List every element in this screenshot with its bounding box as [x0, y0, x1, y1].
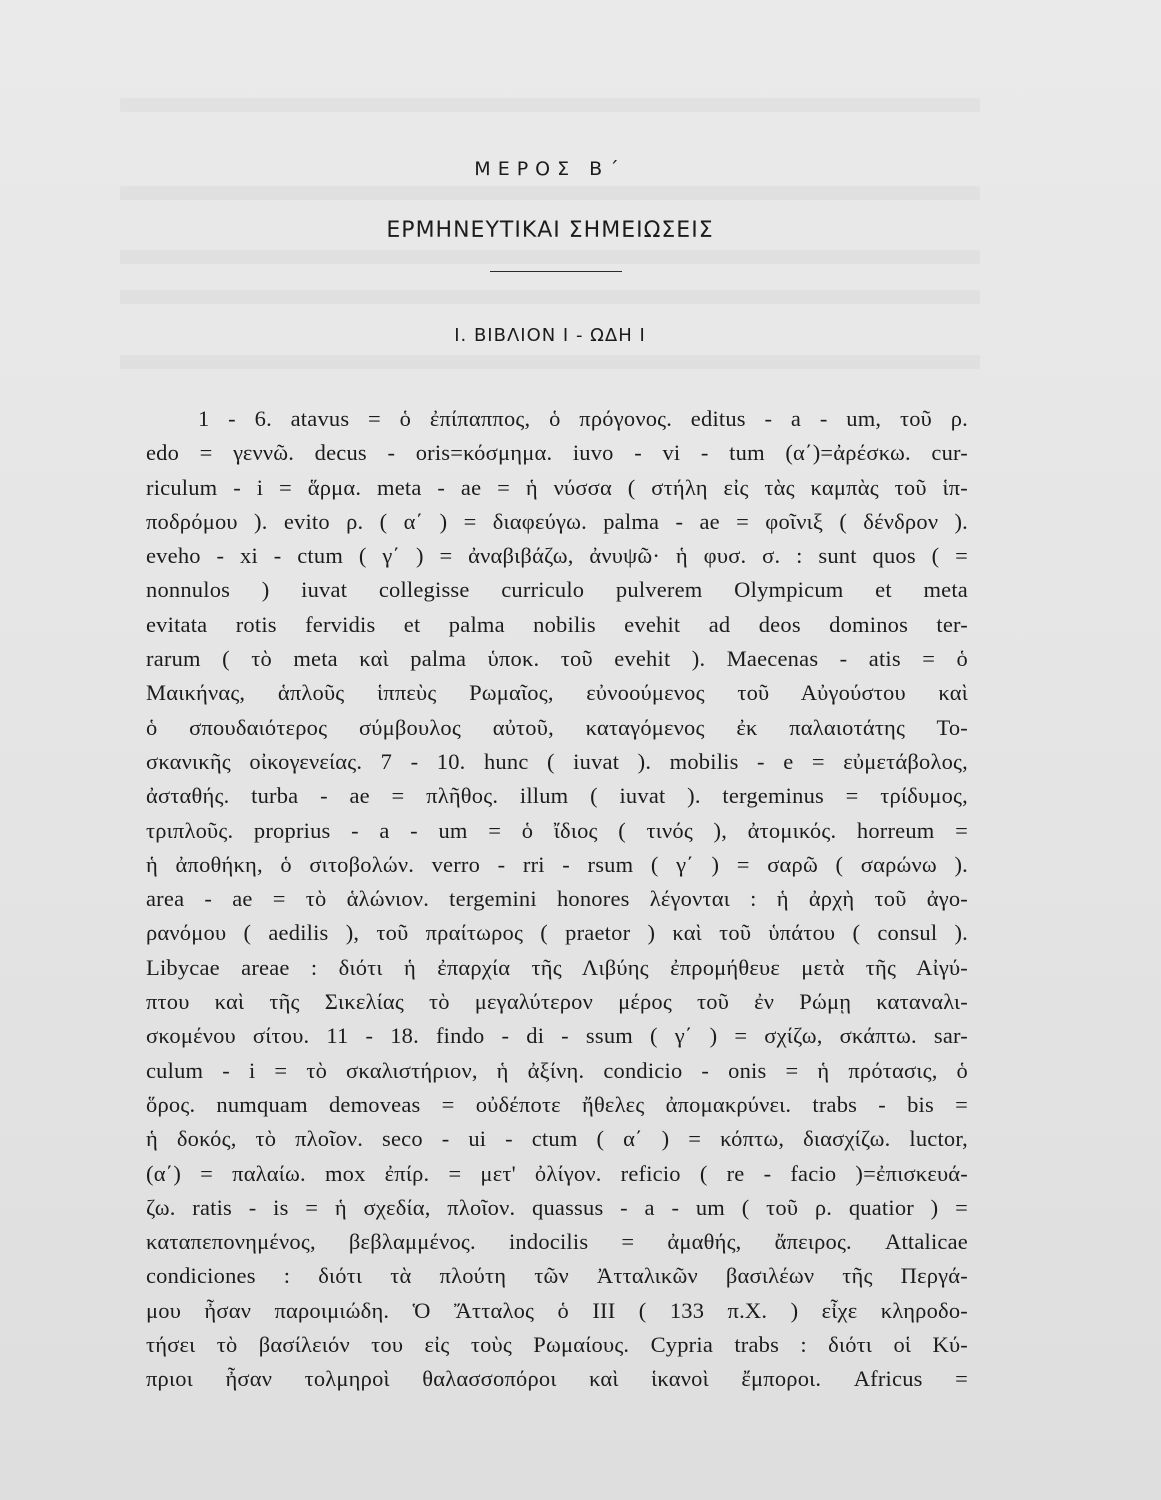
- text-line: σκομένου σίτου. 11 - 18. findo - di - ssum ( γ΄ ) = σχίζω, σκάπτω. sar-: [146, 1023, 968, 1049]
- bleed-through-line: [120, 98, 980, 112]
- text-line: πριοι ἦσαν τολμηροὶ θαλασσοπόροι καὶ ἱκανοὶ ἔμποροι. Africus =: [146, 1366, 968, 1392]
- text-line: (α΄) = παλαίω. mox ἐπίρ. = μετ' ὀλίγον. reficio ( re - facio )=ἐπισκευά-: [146, 1160, 968, 1186]
- text-line: ἀσταθής. turba - ae = πλῆθος. illum ( iuvat ). tergeminus = τρίδυμος,: [146, 783, 968, 809]
- text-line: nonnulos ) iuvat collegisse curriculo pulverem Olympicum et meta: [146, 577, 968, 603]
- commentary-body: [146, 402, 968, 1397]
- part-title: ΜΕΡΟΣ Β΄: [474, 158, 626, 180]
- text-line: σκανικῆς οἰκογενείας. 7 - 10. hunc ( iuvat ). mobilis - e = εὐμετάβολος,: [146, 748, 968, 774]
- text-line: τήσει τὸ βασίλειόν του εἰς τοὺς Ρωμαίους. Cypria trabs : διότι οἱ Κύ-: [146, 1332, 968, 1358]
- text-line: evitata rotis fervidis et palma nobilis evehit ad deos dominos ter-: [146, 611, 968, 637]
- bleed-through-line: [120, 290, 980, 304]
- text-line: καταπεπονημένος, βεβλαμμένος. indocilis = ἀμαθής, ἄπειρος. Attalicae: [146, 1229, 968, 1255]
- bleed-through-line: [120, 186, 980, 200]
- text-line: ζω. ratis - is = ἡ σχεδία, πλοῖον. quassus - a - um ( τοῦ ρ. quatior ) =: [146, 1194, 968, 1220]
- text-line: τριπλοῦς. proprius - a - um = ὁ ἴδιος ( τινός ), ἀτομικός. horreum =: [146, 817, 968, 843]
- text-line: ἡ δοκός, τὸ πλοῖον. seco - ui - ctum ( α΄ ) = κόπτω, διασχίζω. luctor,: [146, 1126, 968, 1152]
- text-line: πτου καὶ τῆς Σικελίας τὸ μεγαλύτερον μέρος τοῦ ἐν Ρώμῃ καταναλι-: [146, 989, 968, 1015]
- subsection-title: Ι. ΒΙΒΛΙΟΝ Ι - ΩΔΗ Ι: [454, 325, 646, 346]
- text-line: culum - i = τὸ σκαλιστήριον, ἡ ἀξίνη. condicio - onis = ἡ πρότασις, ὁ: [146, 1057, 968, 1083]
- text-line: ποδρόμου ). evito ρ. ( α΄ ) = διαφεύγω. palma - ae = φοῖνιξ ( δένδρον ).: [146, 508, 968, 534]
- text-line: ὅρος. numquam demoveas = οὐδέποτε ἤθελες ἀπομακρύνει. trabs - bis =: [146, 1091, 968, 1117]
- text-line: Μαικήνας, ἁπλοῦς ἱππεὺς Ρωμαῖος, εὐνοούμενος τοῦ Αὐγούστου καὶ: [146, 680, 968, 706]
- text-line: ρανόμου ( aedilis ), τοῦ πραίτωρος ( praetor ) καὶ τοῦ ὑπάτου ( consul ).: [146, 920, 968, 946]
- text-line: condiciones : διότι τὰ πλούτη τῶν Ἀτταλικῶν βασιλέων τῆς Περγά-: [146, 1263, 968, 1289]
- section-title: ΕΡΜΗΝΕΥΤΙΚΑΙ ΣΗΜΕΙΩΣΕΙΣ: [386, 218, 714, 243]
- text-line: riculum - i = ἅρμα. meta - ae = ἡ νύσσα ( στήλη εἰς τὰς καμπὰς τοῦ ἱπ-: [146, 474, 968, 500]
- text-line: area - ae = τὸ ἁλώνιον. tergemini honores λέγονται : ἡ ἀρχὴ τοῦ ἀγο-: [146, 886, 968, 912]
- text-line: ὁ σπουδαιότερος σύμβουλος αὐτοῦ, καταγόμενος ἐκ παλαιοτάτης Το-: [146, 714, 968, 740]
- text-line: Libycae areae : διότι ἡ ἐπαρχία τῆς Λιβύης ἐπρομήθευε μετὰ τῆς Αἰγύ-: [146, 954, 968, 980]
- bleed-through-line: [120, 250, 980, 264]
- text-line: rarum ( τὸ meta καὶ palma ὑποκ. τοῦ evehit ). Maecenas - atis = ὁ: [146, 646, 968, 672]
- text-line: 1 - 6. atavus = ὁ ἐπίπαππος, ὁ πρόγονος. editus - a - um, τοῦ ρ.: [198, 406, 968, 431]
- text-line: edo = γεννῶ. decus - oris=κόσμημα. iuvo - vi - tum (α΄)=ἀρέσκω. cur-: [146, 440, 968, 466]
- text-line: eveho - xi - ctum ( γ΄ ) = ἀναβιβάζω, ἀνυψῶ· ἡ φυσ. σ. : sunt quos ( =: [146, 543, 968, 569]
- bleed-through-line: [120, 355, 980, 369]
- text-line: μου ἦσαν παροιμιώδη. Ὁ Ἄτταλος ὁ ΙΙΙ ( 133 π.Χ. ) εἶχε κληροδο-: [146, 1297, 968, 1323]
- text-line: ἡ ἀποθήκη, ὁ σιτοβολών. verro - rri - rsum ( γ΄ ) = σαρῶ ( σαρώνω ).: [146, 851, 968, 877]
- title-divider: [490, 271, 622, 272]
